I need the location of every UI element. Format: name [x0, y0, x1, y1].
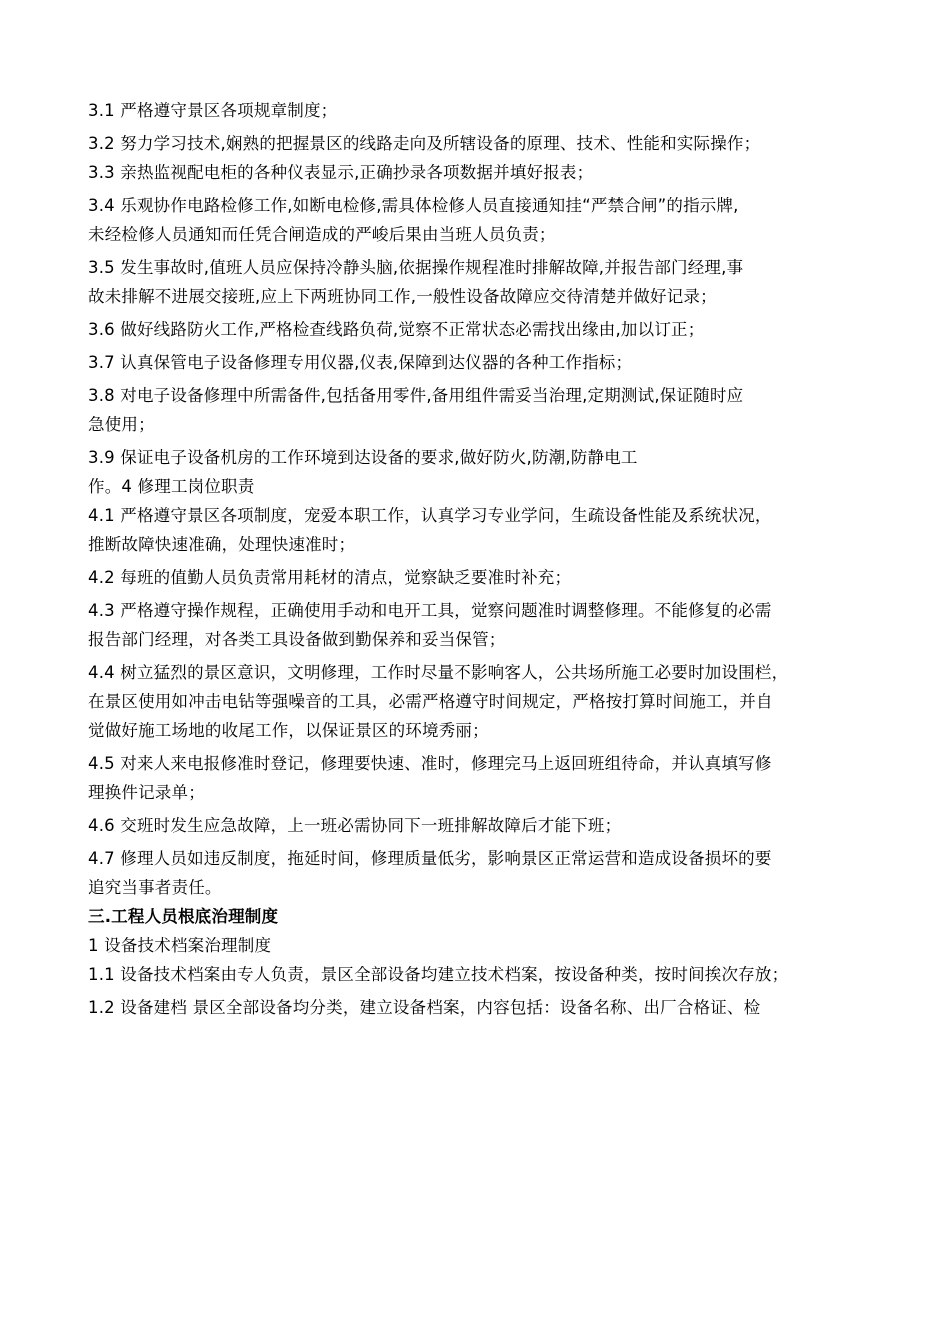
paragraph-line: 追究当事者责任。 — [88, 878, 222, 897]
paragraph-line: 急使用； — [88, 415, 155, 434]
paragraph-line: 3.2 努力学习技术,娴熟的把握景区的线路走向及所辖设备的原理、技术、性能和实际操作； — [88, 134, 761, 153]
subsection-heading: 1 设备技术档案治理制度 — [88, 936, 272, 955]
paragraph-line: 4.1 严格遵守景区各项制度，宠爱本职工作，认真学习专业学问，生疏设备性能及系统状况， — [88, 506, 772, 525]
paragraph-line: 理换件记录单； — [88, 783, 205, 802]
paragraph-line: 报告部门经理，对各类工具设备做到勤保养和妥当保管； — [88, 630, 506, 649]
paragraph-line: 3.9 保证电子设备机房的工作环境到达设备的要求,做好防火,防潮,防静电工 — [88, 448, 638, 467]
paragraph-line: 3.1 严格遵守景区各项规章制度； — [88, 101, 338, 120]
document-page — [88, 96, 878, 1022]
paragraph-line: 1.2 设备建档 景区全部设备均分类，建立设备档案，内容包括：设备名称、出厂合格证、检 — [88, 998, 761, 1017]
paragraph-line: 在景区使用如冲击电钻等强噪音的工具，必需严格遵守时间规定，严格按打算时间施工，并自 — [88, 692, 773, 711]
paragraph-line: 4.3 严格遵守操作规程，正确使用手动和电开工具，觉察问题准时调整修理。不能修复的必需 — [88, 601, 772, 620]
paragraph-line: 推断故障快速准确，处理快速准时； — [88, 535, 356, 554]
paragraph-line: 3.4 乐观协作电路检修工作,如断电检修,需具体检修人员直接通知挂“严禁合闸”的指示牌, — [88, 196, 739, 215]
paragraph-line: 未经检修人员通知而任凭合闸造成的严峻后果由当班人员负责； — [88, 225, 556, 244]
paragraph-line: 3.8 对电子设备修理中所需备件,包括备用零件,备用组件需妥当治理,定期测试,保证随时应 — [88, 386, 744, 405]
paragraph-line: 1.1 设备技术档案由专人负责，景区全部设备均建立技术档案，按设备种类，按时间挨次存放； — [88, 965, 789, 984]
paragraph-line: 4.4 树立猛烈的景区意识，文明修理，工作时尽量不影响客人，公共场所施工必要时加设围栏， — [88, 663, 789, 682]
paragraph-line: 4.5 对来人来电报修准时登记，修理要快速、准时，修理完马上返回班组待命，并认真填写修 — [88, 754, 772, 773]
paragraph-line: 3.6 做好线路防火工作,严格检查线路负荷,觉察不正常状态必需找出缘由,加以订正； — [88, 320, 705, 339]
paragraph-line: 4.2 每班的值勤人员负责常用耗材的清点，觉察缺乏要准时补充； — [88, 568, 572, 587]
paragraph-line: 3.5 发生事故时,值班人员应保持冷静头脑,依据操作规程准时排解故障,并报告部门经理,事 — [88, 258, 744, 277]
paragraph-line: 4.6 交班时发生应急故障，上一班必需协同下一班排解故障后才能下班； — [88, 816, 622, 835]
paragraph-line: 3.7 认真保管电子设备修理专用仪器,仪表,保障到达仪器的各种工作指标； — [88, 353, 633, 372]
section-heading: 作。4 修理工岗位职责 — [88, 477, 255, 496]
paragraph-line: 觉做好施工场地的收尾工作，以保证景区的环境秀丽； — [88, 721, 489, 740]
paragraph-line: 3.3 亲热监视配电柜的各种仪表显示,正确抄录各项数据并填好报表； — [88, 163, 594, 182]
chapter-heading: 三.工程人员根底治理制度 — [88, 907, 279, 926]
paragraph-line: 故未排解不进展交接班,应上下两班协同工作,一般性设备故障应交待清楚并做好记录； — [88, 287, 717, 306]
paragraph-line: 4.7 修理人员如违反制度，拖延时间，修理质量低劣，影响景区正常运营和造成设备损坏的要 — [88, 849, 772, 868]
